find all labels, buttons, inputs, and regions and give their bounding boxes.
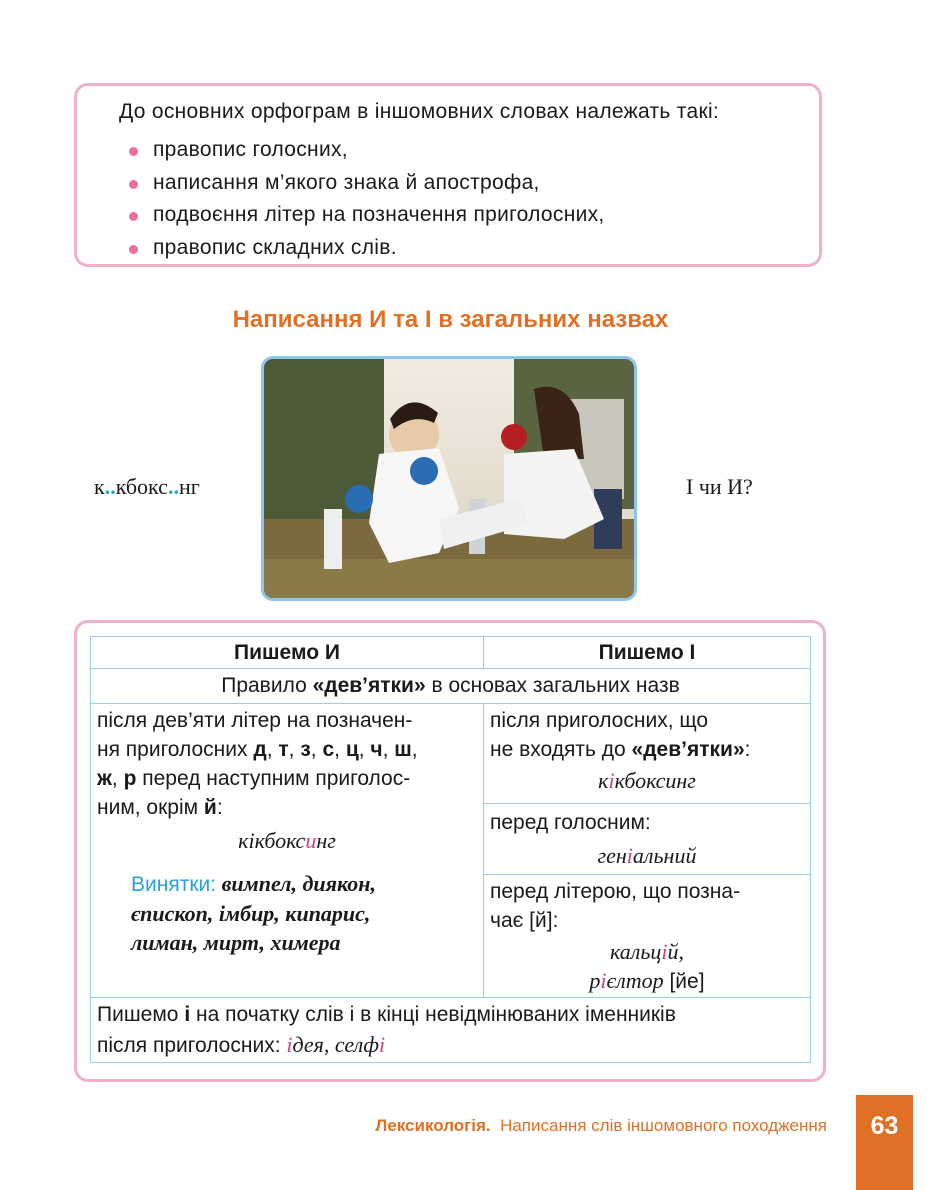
rule-cell-left: після дев’яти літер на позначен- ня приголосних д, т, з, с, ц, ч, ш, ж, р перед наступним приголос- ним, окрім й: кікбоксинг Винятки: вимпел, диякон, єпископ, імбир, кипарис, лиман, мирт, химера bbox=[91, 704, 484, 998]
photo-illustration bbox=[264, 359, 634, 598]
rule-cell-right-2: перед голосним: геніальний bbox=[484, 804, 811, 875]
rule-row: Правило «дев’ятки» в основах загальних назв bbox=[91, 669, 811, 704]
bullet-icon bbox=[129, 212, 138, 221]
orthogram-list bbox=[129, 134, 605, 264]
list-item: подвоєння літер на позначення приголосних, bbox=[129, 199, 605, 232]
exercise-word: к..кбокс..нг bbox=[94, 474, 200, 499]
list-item: написання м’якого знака й апострофа, bbox=[129, 167, 605, 200]
section-title: Написання И та І в загальних назвах bbox=[232, 306, 669, 333]
example-word: кікбоксинг bbox=[598, 768, 696, 793]
exceptions: Винятки: вимпел, диякон, єпископ, імбир, кипарис, лиман, мирт, химера bbox=[131, 871, 376, 955]
exercise-question: І чи И? bbox=[686, 474, 753, 499]
column-header-yi: Пишемо І bbox=[484, 637, 811, 669]
page-number: 63 bbox=[856, 1095, 913, 1190]
example-word: кікбоксинг bbox=[238, 828, 336, 853]
column-header-i: Пишемо И bbox=[91, 637, 484, 669]
kickboxing-photo bbox=[261, 356, 637, 601]
list-item: правопис голосних, bbox=[129, 134, 605, 167]
rules-table bbox=[90, 636, 811, 1063]
rule-bottom-row: Пишемо і на початку слів і в кінці невідмінюваних іменників після приголосних: ідея, селфі bbox=[91, 998, 811, 1063]
orthogram-box bbox=[74, 83, 822, 267]
example-word: геніальний bbox=[597, 843, 697, 868]
example-word: рієлтор [йе] bbox=[589, 968, 705, 993]
list-item: правопис складних слів. bbox=[129, 232, 605, 265]
bullet-icon bbox=[129, 180, 138, 189]
example-word: кальцій, bbox=[610, 939, 684, 964]
bullet-icon bbox=[129, 147, 138, 156]
orthogram-intro: До основних орфограм в іншомовних словах належать такі: bbox=[119, 100, 720, 123]
footer-section: Лексикологія. Написання слів іншомовного походження bbox=[375, 1116, 827, 1135]
rule-cell-right-1: після приголосних, що не входять до «дев’ятки»: кікбоксинг bbox=[484, 704, 811, 804]
bullet-icon bbox=[129, 245, 138, 254]
rule-cell-right-3: перед літерою, що позна- чає [й]: кальцій, рієлтор [йе] bbox=[484, 875, 811, 998]
